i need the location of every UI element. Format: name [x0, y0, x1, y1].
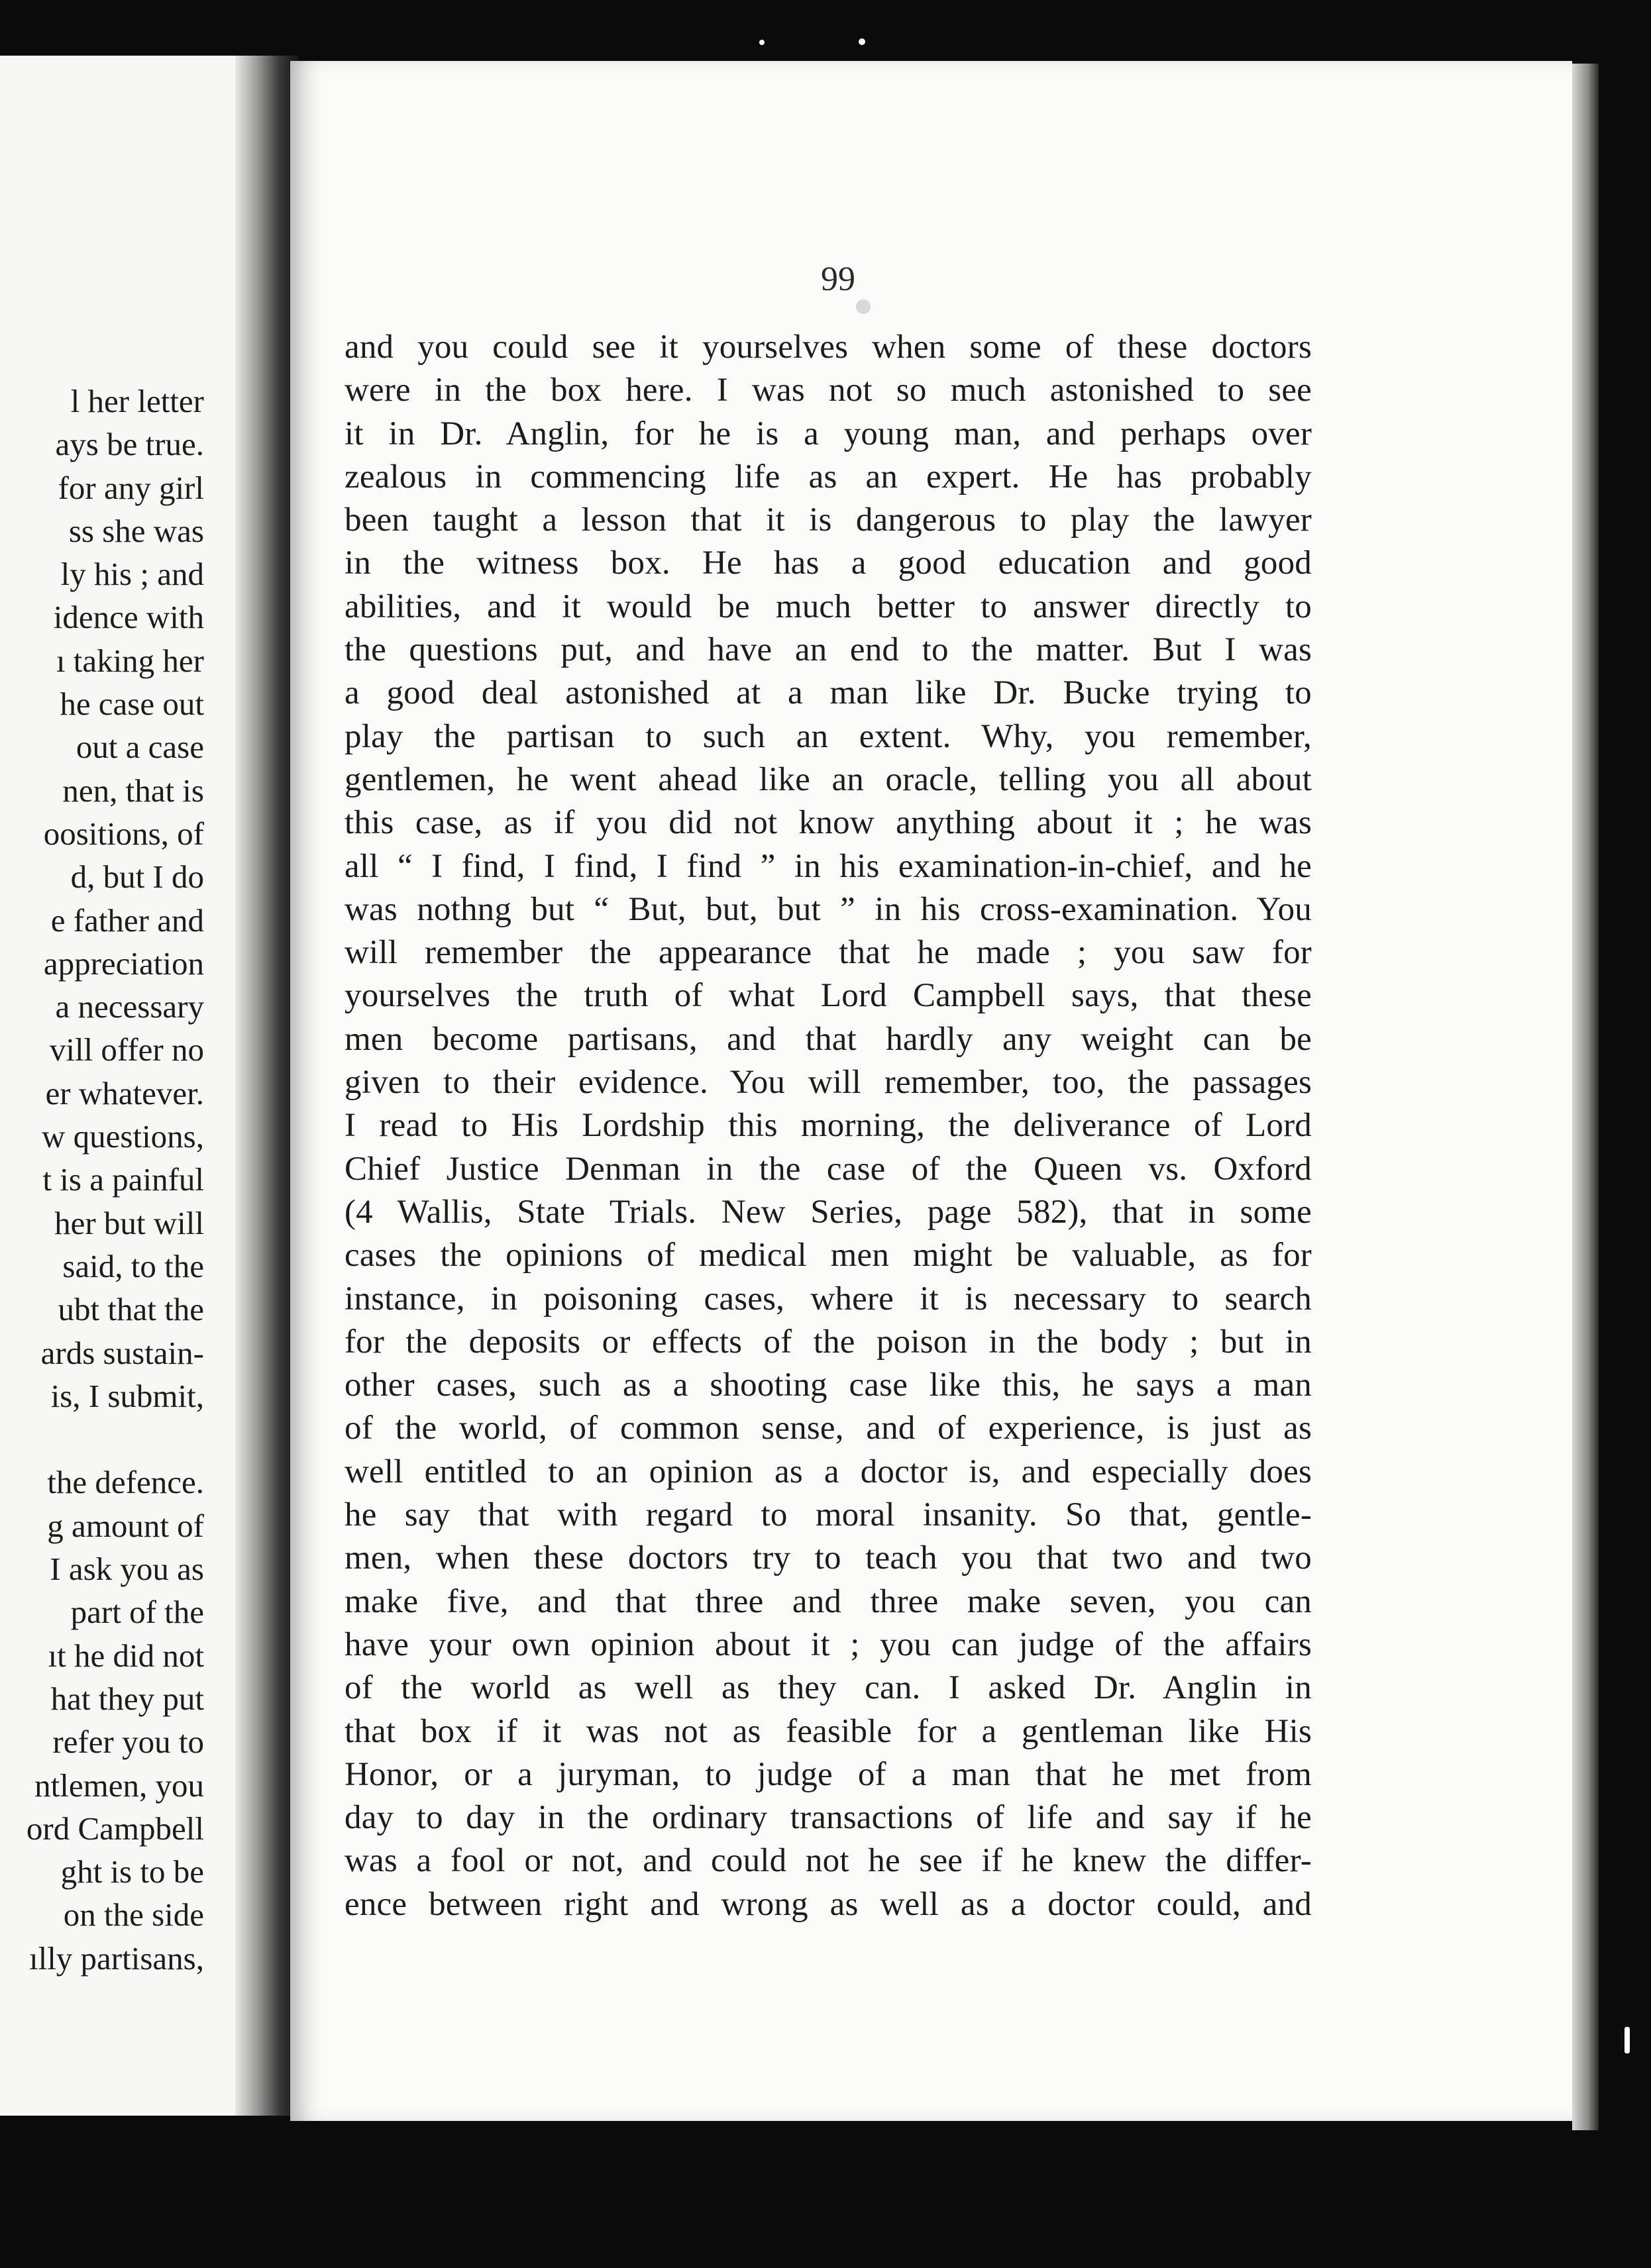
left-text-line: he case out [60, 686, 204, 723]
text-line: the questions put, and have an end to the matter. But I was [345, 631, 1312, 669]
scan-speck [759, 40, 765, 45]
left-text-line: oositions, of [43, 815, 204, 852]
text-line: and you could see it yourselves when some of these doctors [345, 329, 1312, 366]
left-text-line: ss she was [68, 512, 204, 549]
text-line: he say that with regard to moral insanity. So that, gentle- [345, 1496, 1312, 1534]
text-line: that box if it was not as feasible for a gentleman like His [345, 1712, 1312, 1750]
text-line: play the partisan to such an extent. Why, you remember, [345, 717, 1312, 755]
left-text-line: nen, that is [62, 772, 204, 809]
left-text-line: ı taking her [56, 642, 204, 679]
text-line: it in Dr. Anglin, for he is a young man, and perhaps over [345, 415, 1312, 452]
text-line: been taught a lesson that it is dangerous to play the lawyer [345, 501, 1312, 539]
text-line: have your own opinion about it ; you can judge of the affairs [345, 1625, 1312, 1663]
left-text-line: ght is to be [60, 1853, 204, 1890]
left-text-line: l her letter [70, 383, 204, 419]
left-text-line: ılly partisans, [28, 1939, 204, 1977]
text-line: was nothng but “ But, but, but ” in his cross-examination. You [345, 890, 1312, 928]
text-line: Honor, or a juryman, to judge of a man that he met from [345, 1755, 1312, 1793]
text-line: other cases, such as a shooting case like this, he says a man [345, 1366, 1312, 1404]
text-line: gentlemen, he went ahead like an oracle, telling you all about [345, 760, 1312, 798]
left-text-line: ards sustain- [40, 1334, 204, 1371]
left-text-line: her but will [54, 1204, 204, 1241]
left-text-line: part of the [70, 1594, 204, 1631]
text-line: men, when these doctors try to teach you that two and two [345, 1539, 1312, 1577]
text-line: was a fool or not, and could not he see if he knew the differ- [345, 1842, 1312, 1880]
left-text-line: for any girl [58, 469, 204, 506]
text-line: (4 Wallis, State Trials. New Series, page 582), that in some [345, 1193, 1312, 1231]
text-line: will remember the appearance that he made ; you saw for [345, 934, 1312, 972]
text-line: Chief Justice Denman in the case of the Queen vs. Oxford [345, 1150, 1312, 1188]
text-line: well entitled to an opinion as a doctor is, and especially does [345, 1453, 1312, 1490]
left-text-line [0, 1418, 204, 1461]
left-page-text [0, 380, 204, 1980]
text-line: yourselves the truth of what Lord Campbell says, that these [345, 977, 1312, 1015]
scan-speck [1624, 2027, 1630, 2053]
left-text-line: out a case [76, 729, 204, 766]
left-text-line: vill offer no [49, 1031, 204, 1068]
text-line: given to their evidence. You will remember, too, the passages [345, 1064, 1312, 1102]
left-text-line: ord Campbell [26, 1810, 204, 1847]
text-line: instance, in poisoning cases, where it is necessary to search [345, 1280, 1312, 1317]
text-line: abilities, and it would be much better to answer directly to [345, 588, 1312, 625]
left-text-line: ıt he did not [48, 1637, 204, 1674]
left-text-line: ays be true. [55, 426, 204, 463]
left-text-line: is, I submit, [50, 1377, 204, 1414]
left-text-line: w questions, [42, 1118, 204, 1155]
left-text-line: on the side [63, 1896, 204, 1933]
left-text-line: hat they put [50, 1680, 204, 1717]
scan-speck [859, 38, 865, 45]
left-text-line: g amount of [47, 1507, 204, 1544]
left-text-line: the defence. [47, 1464, 204, 1501]
right-page-text [345, 326, 1312, 1926]
left-text-line: said, to the [62, 1247, 204, 1284]
text-line: in the witness box. He has a good education and good [345, 544, 1312, 582]
left-page [0, 56, 257, 2116]
text-line: ence between right and wrong as well as a doctor could, and [345, 1885, 1312, 1923]
page-edge [1572, 64, 1599, 2130]
left-text-line: ly his ; and [60, 556, 204, 593]
text-line: I read to His Lordship this morning, the deliverance of Lord [345, 1107, 1312, 1145]
book-gutter [235, 56, 298, 2116]
left-text-line: er whatever. [45, 1074, 204, 1111]
text-line: were in the box here. I was not so much astonished to see [345, 372, 1312, 409]
left-text-line: ubt that the [58, 1291, 204, 1328]
left-text-line: d, but I do [70, 858, 204, 896]
left-text-line: t is a painful [42, 1161, 204, 1198]
text-line: men become partisans, and that hardly any weight can be [345, 1020, 1312, 1058]
left-text-line: I ask you as [50, 1551, 204, 1588]
left-text-line: e father and [50, 902, 204, 939]
text-line: of the world as well as they can. I asked Dr. Anglin in [345, 1669, 1312, 1707]
left-text-line: idence with [53, 599, 204, 636]
scan-speck [856, 299, 871, 314]
text-line: of the world, of common sense, and of experience, is just as [345, 1410, 1312, 1447]
left-text-line: ntlemen, you [34, 1767, 204, 1804]
text-line: make five, and that three and three make seven, you can [345, 1582, 1312, 1620]
left-text-line: appreciation [43, 945, 204, 982]
text-line: zealous in commencing life as an expert. He has probably [345, 458, 1312, 495]
text-line: all “ I find, I find, I find ” in his examination-in-chief, and he [345, 847, 1312, 885]
text-line: day to day in the ordinary transactions of life and say if he [345, 1799, 1312, 1837]
left-text-line: refer you to [52, 1724, 204, 1761]
text-line: for the deposits or effects of the poison in the body ; but in [345, 1323, 1312, 1361]
text-line: a good deal astonished at a man like Dr. Bucke trying to [345, 674, 1312, 712]
text-line: this case, as if you did not know anything about it ; he was [345, 804, 1312, 842]
page-number: 99 [821, 260, 855, 298]
text-line: cases the opinions of medical men might be valuable, as for [345, 1237, 1312, 1274]
left-text-line: a necessary [55, 988, 204, 1025]
